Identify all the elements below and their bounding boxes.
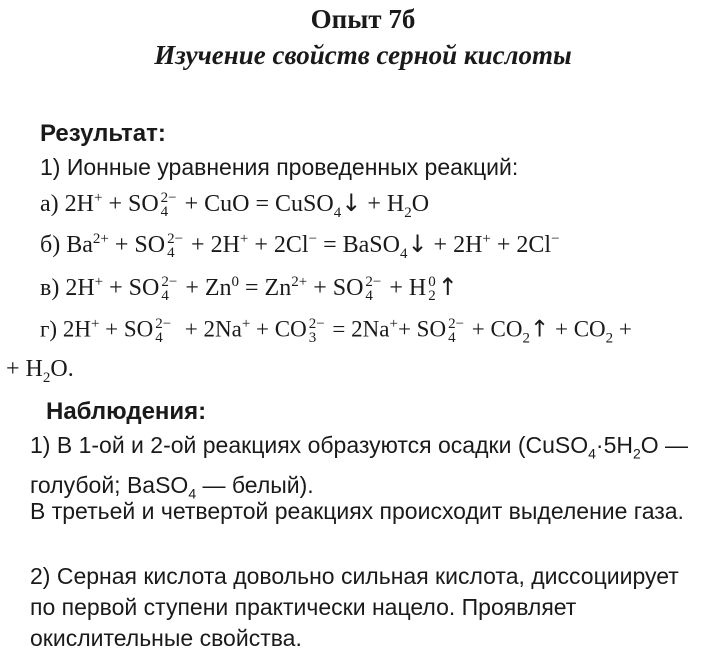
observation-paragraph-2: В третьей и четвертой реакциях происходит выделение газа. <box>30 498 684 524</box>
eq-g-so4-charge: 2− <box>155 316 172 333</box>
eq-a-sub2: 2 <box>404 204 412 221</box>
eq-b-label: б) Ba <box>40 232 93 258</box>
obs-p1-d: — белый). <box>196 471 314 498</box>
eq-a-label: а) 2H <box>40 191 94 217</box>
eq-g-so4b-sub: 4 <box>448 330 456 347</box>
up-arrow-icon: ↑ <box>437 273 458 301</box>
obs-p1-a: 1) В 1-ой и 2-ой реакциях образуются осадки (CuSO <box>30 432 589 458</box>
eq-v-so4b-sub: 4 <box>365 288 373 305</box>
obs-p1-b: ·5H <box>595 432 633 458</box>
eq-v-t5: + H <box>383 275 427 301</box>
equation-g-continuation <box>6 356 74 387</box>
eq-b-sup-minus2: − <box>551 231 560 247</box>
observation-paragraph-3: 2) Серная кислота довольно сильная кислота, диссоциирует по первой ступени практически нацело. Проявляет окислительные свойства. <box>30 563 679 651</box>
eq-g-t4: = 2Na <box>326 316 390 342</box>
eq-v-h2-charge: 0 <box>428 274 436 291</box>
eq-a-sup-plus: + <box>93 190 103 206</box>
eq-v-so4-charge: 2− <box>161 274 178 291</box>
eq-b-t3: + 2Cl <box>248 232 309 258</box>
eq-a-t4: O <box>411 191 430 217</box>
eq-v-so4b-charge: 2− <box>365 274 382 291</box>
obs-p1-sub4: 4 <box>588 445 596 462</box>
result-intro: 1) Ионные уравнения проведенных реакций: <box>40 154 519 180</box>
eq-b-t5: + 2H <box>427 232 483 258</box>
eq-b-t2: + 2H <box>185 232 240 258</box>
eq-b-t4: = BaSO <box>317 232 400 258</box>
eq-b-so4-index <box>167 232 183 260</box>
eq-a-so4-sub: 4 <box>160 204 169 221</box>
eq-a-t2: + CuO = CuSO <box>178 191 334 217</box>
obs-p1-sub2: 2 <box>632 445 641 462</box>
eq-g-so4-index <box>155 317 171 345</box>
eq-g-co3-charge: 2− <box>308 316 325 333</box>
eq-v-sup-plus: + <box>94 274 104 290</box>
eq-v-so4-index <box>161 275 177 303</box>
eq-v-t4: + SO <box>307 275 364 301</box>
page-title: Опыт 7б <box>310 4 416 34</box>
eq-g-t8: + <box>613 316 632 342</box>
eq-v-sup-zn: 2+ <box>291 274 308 290</box>
eq-a-so4-index <box>161 191 177 219</box>
eq-g-co3-index <box>309 317 325 345</box>
eq-g-sup-plus3: + <box>389 316 398 332</box>
result-heading: Результат: <box>40 120 166 147</box>
page-subtitle: Изучение свойств серной кислоты <box>154 40 572 70</box>
eq-b-sup-ba: 2+ <box>92 231 109 247</box>
eq-g-label: г) 2H <box>40 316 91 342</box>
eq-g-sup-plus2: + <box>241 316 251 332</box>
eq-g-t6: + CO <box>466 316 523 342</box>
eq-b-sup-plus2: + <box>482 231 491 247</box>
obs-p1-c: O — голубой; BaSO <box>30 432 689 498</box>
eq-b-so4-charge: 2− <box>167 231 184 248</box>
eq-b-so4-sub: 4 <box>167 245 175 262</box>
eq-g-cont-sub2: 2 <box>42 369 51 386</box>
eq-a-so4-charge: 2− <box>160 190 177 207</box>
equation-g <box>40 316 632 347</box>
eq-g-cont-t1: + H <box>6 356 43 382</box>
eq-g-so4-sub: 4 <box>155 330 163 347</box>
eq-b-t1: + SO <box>108 232 166 258</box>
eq-g-t7: + CO <box>549 316 606 342</box>
eq-a-t3: + H <box>361 191 405 217</box>
eq-v-so4b-index <box>365 275 381 303</box>
eq-v-h2-sub: 2 <box>428 288 436 305</box>
eq-g-t1: + SO <box>99 316 154 342</box>
eq-b-sub4: 4 <box>399 245 408 262</box>
eq-g-cont-t2: O. <box>50 356 74 382</box>
eq-g-so4b-charge: 2− <box>448 316 465 333</box>
eq-v-so4-sub: 4 <box>161 288 169 305</box>
equation-a <box>40 189 429 222</box>
eq-g-sup-plus: + <box>90 316 100 332</box>
obs-p1-sub4b: 4 <box>188 485 197 502</box>
eq-b-sup-minus: − <box>308 231 318 247</box>
equation-v <box>40 273 458 303</box>
eq-a-t1: + SO <box>102 191 159 217</box>
eq-g-co3-sub: 3 <box>308 330 317 347</box>
eq-g-t2: + 2Na <box>173 316 242 342</box>
up-arrow-icon: ↑ <box>529 316 550 343</box>
eq-a-sub4: 4 <box>333 204 342 221</box>
eq-g-t3: + CO <box>250 316 307 342</box>
down-arrow-icon: ↓ <box>407 230 428 258</box>
eq-v-label: в) 2H <box>40 275 95 301</box>
eq-v-t1: + SO <box>103 275 160 301</box>
eq-v-t3: = Zn <box>239 275 292 301</box>
equation-b <box>40 230 560 263</box>
eq-g-sub2: 2 <box>522 330 530 347</box>
eq-v-h2-index <box>428 275 436 303</box>
eq-g-t5: + SO <box>397 316 447 342</box>
eq-b-t6: + 2Cl <box>490 232 552 258</box>
eq-v-sup-zero: 0 <box>231 274 240 290</box>
down-arrow-icon: ↓ <box>341 189 362 217</box>
observations-heading: Наблюдения: <box>46 398 207 425</box>
eq-g-so4b-index <box>448 317 464 345</box>
eq-g-sub2b: 2 <box>605 330 614 347</box>
eq-v-t2: + Zn <box>179 275 232 301</box>
eq-b-sup-plus: + <box>239 231 249 247</box>
